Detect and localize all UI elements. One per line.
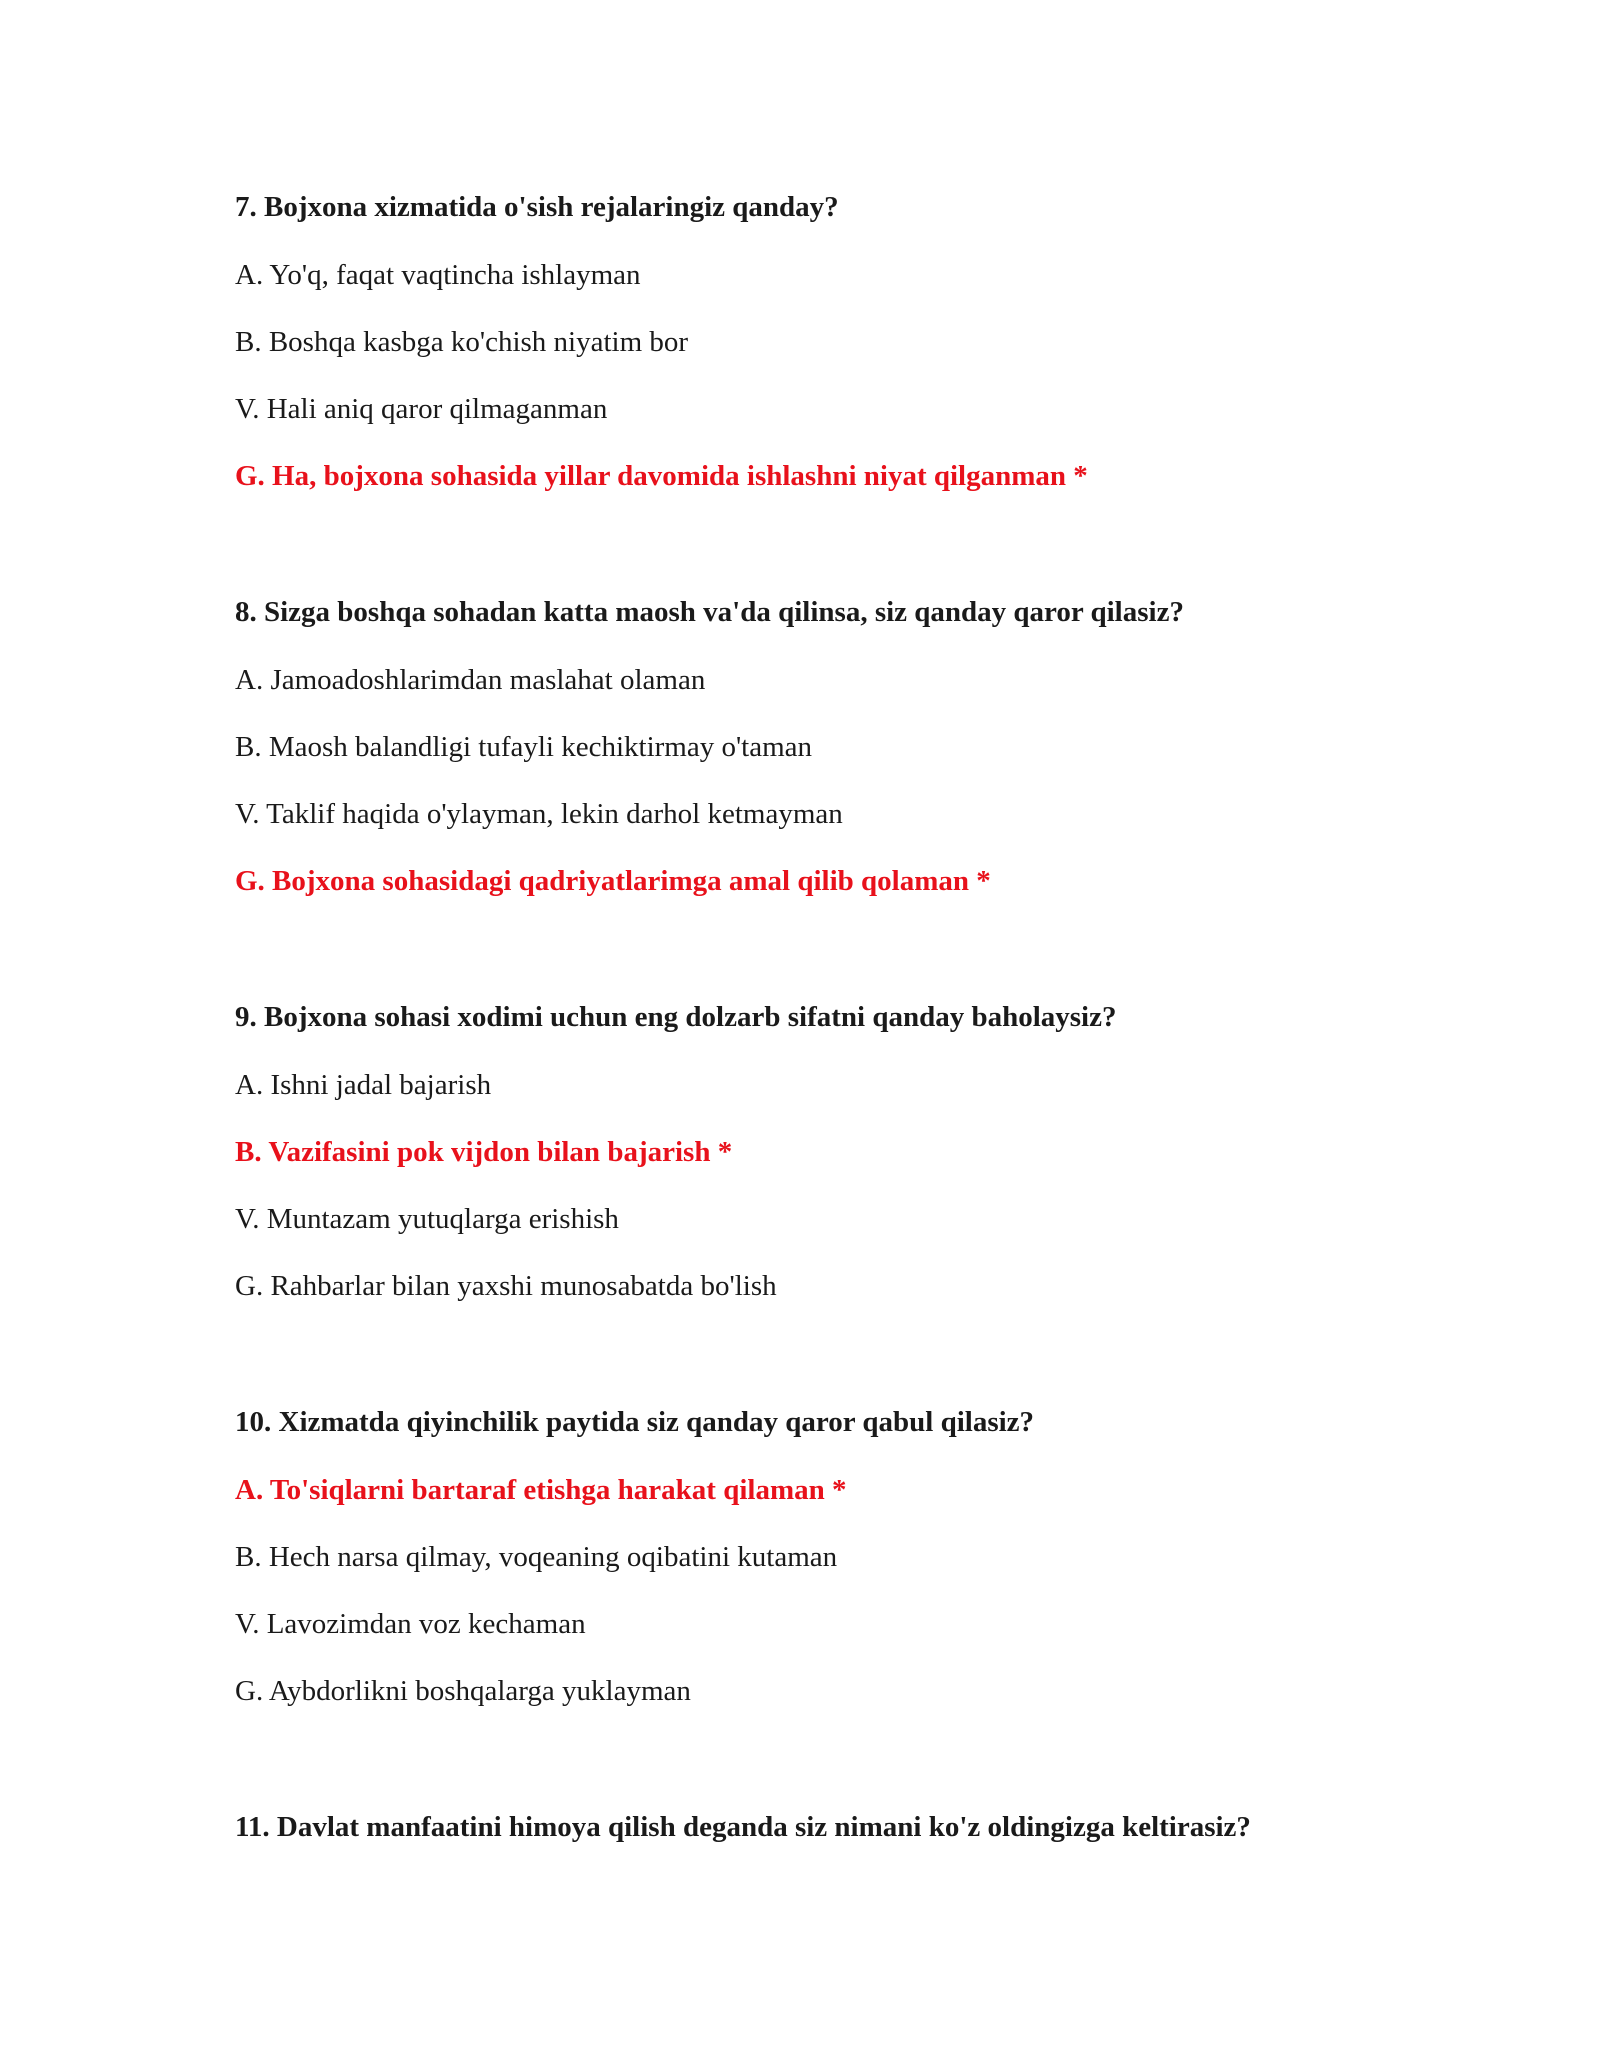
correct-answer-option-g: G. Ha, bojxona sohasida yillar davomida ishlashni niyat qilganman * bbox=[235, 460, 1088, 492]
correct-answer-option-a: A. To'siqlarni bartaraf etishga harakat qilaman * bbox=[235, 1474, 847, 1506]
question-title: 7. Bojxona xizmatida o'sish rejalaringiz qanday? bbox=[235, 191, 839, 223]
answer-option-a: A. Ishni jadal bajarish bbox=[235, 1069, 492, 1101]
question-title: 9. Bojxona sohasi xodimi uchun eng dolzarb sifatni qanday baholaysiz? bbox=[235, 1001, 1117, 1033]
correct-answer-option-b: B. Vazifasini pok vijdon bilan bajarish * bbox=[235, 1136, 733, 1168]
question-9 bbox=[235, 997, 1435, 1333]
answer-option-g: G. Aybdorlikni boshqalarga yuklayman bbox=[235, 1675, 691, 1707]
question-title: 8. Sizga boshqa sohadan katta maosh va'da qilinsa, siz qanday qaror qilasiz? bbox=[235, 596, 1184, 628]
answer-option-a: A. Jamoadoshlarimdan maslahat olaman bbox=[235, 664, 706, 696]
correct-answer-option-g: G. Bojxona sohasidagi qadriyatlarimga amal qilib qolaman * bbox=[235, 865, 991, 897]
answer-option-b: B. Hech narsa qilmay, voqeaning oqibatini kutaman bbox=[235, 1541, 838, 1573]
answer-option-v: V. Hali aniq qaror qilmaganman bbox=[235, 393, 608, 425]
answer-option-v: V. Muntazam yutuqlarga erishish bbox=[235, 1203, 619, 1235]
question-11 bbox=[235, 1807, 1435, 1875]
answer-option-a: A. Yo'q, faqat vaqtincha ishlayman bbox=[235, 259, 641, 291]
question-title: 10. Xizmatda qiyinchilik paytida siz qanday qaror qabul qilasiz? bbox=[235, 1406, 1035, 1438]
question-7 bbox=[235, 187, 1435, 523]
answer-option-v: V. Lavozimdan voz kechaman bbox=[235, 1608, 586, 1640]
question-8 bbox=[235, 592, 1435, 928]
answer-option-b: B. Maosh balandligi tufayli kechiktirmay o'taman bbox=[235, 731, 813, 763]
answer-option-g: G. Rahbarlar bilan yaxshi munosabatda bo'lish bbox=[235, 1270, 777, 1302]
question-title: 11. Davlat manfaatini himoya qilish deganda siz nimani ko'z oldingizga keltirasiz? bbox=[235, 1811, 1251, 1843]
answer-option-b: B. Boshqa kasbga ko'chish niyatim bor bbox=[235, 326, 689, 358]
answer-option-v: V. Taklif haqida o'ylayman, lekin darhol ketmayman bbox=[235, 798, 843, 830]
question-10 bbox=[235, 1402, 1435, 1738]
